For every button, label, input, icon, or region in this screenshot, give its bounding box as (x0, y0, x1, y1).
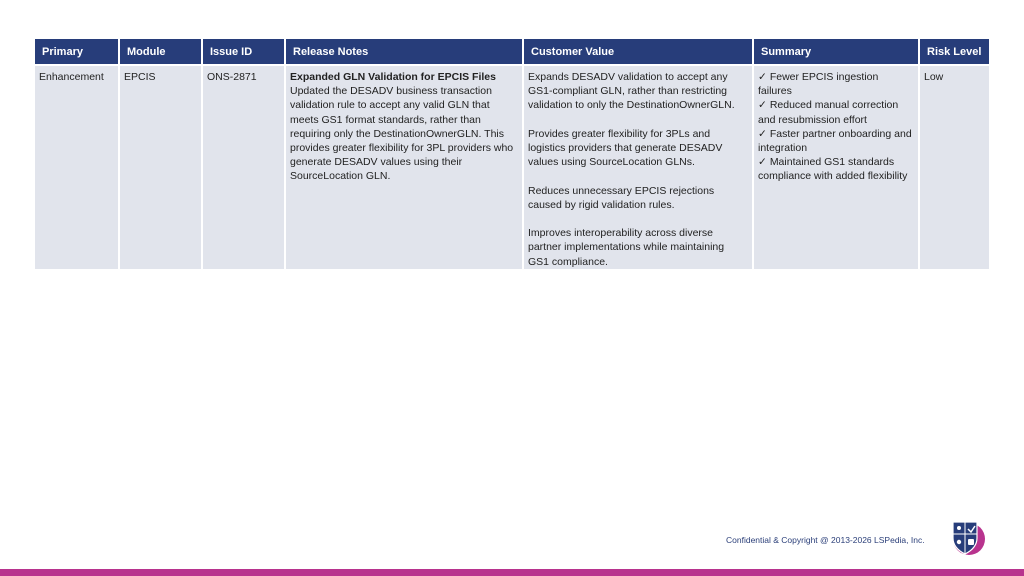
summary-item-text: Fewer EPCIS ingestion failures (758, 71, 879, 98)
cell-customer-value (523, 65, 753, 269)
cell-module: EPCIS (119, 65, 202, 269)
checkmark-icon: ✓ (758, 156, 767, 169)
cell-release-notes (285, 65, 523, 269)
header-release-notes: Release Notes (285, 39, 523, 65)
summary-item (758, 155, 914, 183)
summary-item-text: Faster partner onboarding and integration (758, 127, 912, 155)
header-module: Module (119, 39, 202, 65)
summary-item (758, 127, 914, 155)
cell-summary (753, 65, 919, 269)
cell-issue-id: ONS-2871 (202, 65, 285, 269)
customer-value-paragraph: Reduces unnecessary EPCIS rejections caused by rigid validation rules. (528, 184, 715, 211)
checkmark-icon: ✓ (758, 99, 767, 112)
header-primary: Primary (35, 39, 119, 65)
summary-item (758, 98, 914, 126)
bottom-accent-bar (0, 569, 1024, 576)
header-issue-id: Issue ID (202, 39, 285, 65)
copyright-text: Confidential & Copyright @ 2013-2026 LSPedia, Inc. (726, 535, 925, 545)
cell-primary: Enhancement (35, 65, 119, 269)
customer-value-paragraph: Improves interoperability across diverse partner implementations while maintaining GS1 compliance. (528, 227, 725, 268)
customer-value-paragraph: Expands DESADV validation to accept any GS1-compliant GLN, rather than restricting validation to only the DestinationOwnerGLN. (528, 71, 735, 112)
summary-item-text: Maintained GS1 standards compliance with added flexibility (758, 156, 908, 183)
customer-value-paragraph: Provides greater flexibility for 3PLs and logistics providers that generate DESADV values using SourceLocation GLNs. (528, 127, 723, 169)
checkmark-icon: ✓ (758, 71, 767, 83)
summary-item-text: Reduced manual correction and resubmission effort (758, 99, 899, 126)
summary-item (758, 70, 914, 98)
release-notes-body: Updated the DESADV business transaction validation rule to accept any valid GLN that meets GS1 format standards, rather than requiring only the DestinationOwnerGLN. This provides greater flexibility for 3PL providers who generate DESADV values using their SourceLocation GLN. (290, 85, 514, 183)
table-header-row (35, 39, 989, 65)
table-row (35, 65, 989, 269)
lspedia-shield-logo-icon (947, 518, 987, 558)
header-customer-value: Customer Value (523, 39, 753, 65)
release-notes-table (35, 39, 989, 269)
header-summary: Summary (753, 39, 919, 65)
header-risk-level: Risk Level (919, 39, 989, 65)
checkmark-icon: ✓ (758, 127, 767, 140)
release-notes-title: Expanded GLN Validation for EPCIS Files (290, 71, 496, 83)
cell-risk-level: Low (919, 65, 989, 269)
